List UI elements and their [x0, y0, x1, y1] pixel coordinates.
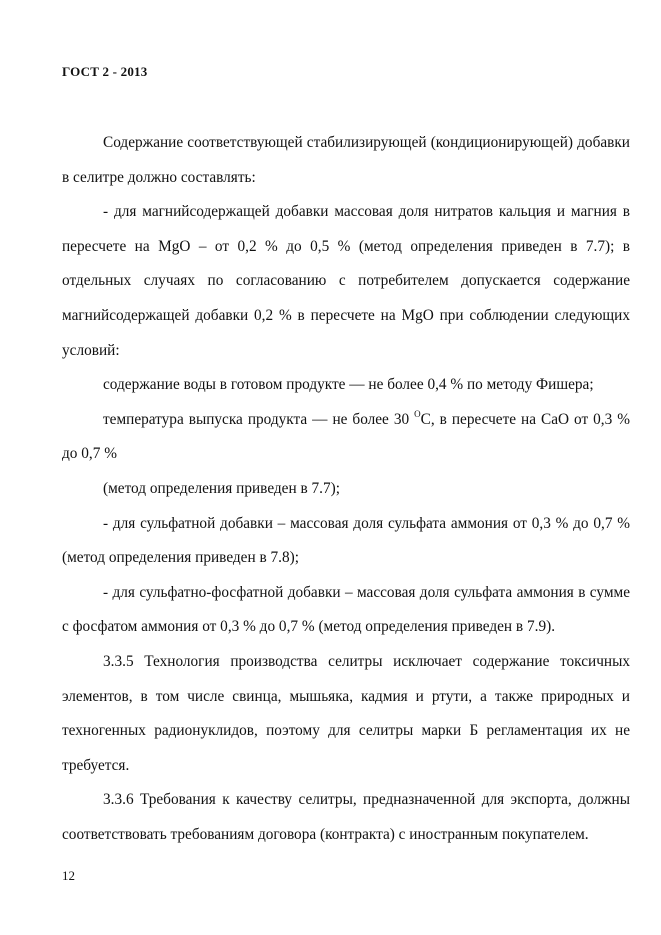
temperature-text-continued: C, в пересчете на CaO от 0,3 % до 0,7 %	[62, 410, 630, 463]
paragraph-sulfate-phosphate-additive: - для сульфатно-фосфатной добавки – массовая доля сульфата аммония в сумме с фосфатом аммония от 0,3 % до 0,7 % (метод определения приведен в 7.9).	[62, 583, 630, 636]
temperature-text: температура выпуска продукта — не более 30	[103, 410, 415, 428]
page-number: 12	[62, 868, 75, 883]
paragraph-magnesium-additive: - для магнийсодержащей добавки массовая доля нитратов кальция и магния в пересчете на MgO – от 0,2 % до 0,5 % (метод определения приведен в 7.7); в отдельных случаях по согласованию с потребителем допускается содержание магнийсодержащей добавки 0,2 % в пересчете на MgO при соблюдении следующих условий:	[62, 203, 630, 359]
paragraph-temperature	[62, 403, 630, 472]
degree-superscript: O	[414, 408, 421, 419]
paragraph-additive-content: Содержание соответствующей стабилизирующей (кондиционирующей) добавки в селитре должно составлять:	[62, 134, 630, 186]
paragraph-sulfate-additive: - для сульфатной добавки – массовая доля сульфата аммония от 0,3 % до 0,7 % (метод определения приведен в 7.8);	[62, 514, 630, 567]
document-body	[62, 126, 630, 852]
paragraph-section-3-3-6: 3.3.6 Требования к качеству селитры, предназначенной для экспорта, должны соответствовать требованиям договора (контракта) с иностранным покупателем.	[62, 791, 630, 843]
paragraph-section-3-3-5: 3.3.5 Технология производства селитры исключает содержание токсичных элементов, в том числе свинца, мышьяка, кадмия и ртути, а также природных и техногенных радионуклидов, поэтому для селитры марки Б регламентация их не требуется.	[62, 652, 630, 774]
document-header: ГОСТ 2 - 2013	[62, 64, 148, 79]
paragraph-method-reference: (метод определения приведен в 7.7);	[103, 479, 340, 497]
paragraph-water-content: содержание воды в готовом продукте — не более 0,4 % по методу Фишера;	[103, 376, 594, 394]
